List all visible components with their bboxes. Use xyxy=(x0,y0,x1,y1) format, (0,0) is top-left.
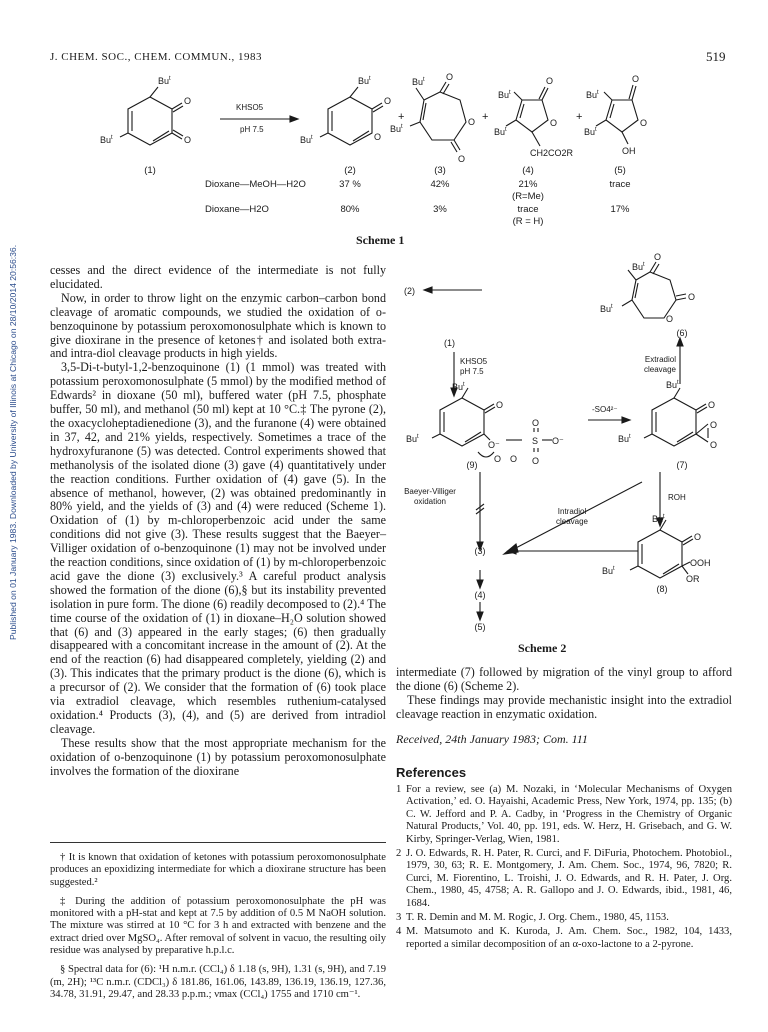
reference-item xyxy=(396,784,732,846)
reference-text: T. R. Demin and M. M. Rogic, J. Org. Chem., 1980, 45, 1153. xyxy=(406,912,669,924)
scheme-1-figure xyxy=(100,70,670,245)
scheme1-compound-label-4: (4) xyxy=(522,165,534,176)
compound-1-oxygen-b: O xyxy=(184,135,192,145)
minus-sulfate: -SO4²⁻ xyxy=(592,405,618,414)
sulfate-oxygen-bottom: O xyxy=(532,456,540,466)
compound-3-oxygen-b: O xyxy=(458,154,466,164)
intradiol-label-2: cleavage xyxy=(555,517,589,526)
references-list xyxy=(396,784,732,953)
footnote-section: § Spectral data for (6): ¹H n.m.r. (CCl₄) δ 1.18 (s, 9H), 1.31 (s, 9H), and 7.19 (m, 2H); ¹³C n.m.r. (CDCl₃) δ 181.86, 161.06, 143.89, 136.19, 136.19, 127.36, 34.78, 31.91, 29.47, and 28.33 p.p.m.; νmax (CCl₄) 1755 and 1710 cm⁻¹. xyxy=(50,964,386,1000)
compound-8-oxygen: O xyxy=(694,532,702,542)
compound-2-oxygen: O xyxy=(384,96,392,106)
reference-number: 2 xyxy=(396,848,402,860)
compound-3-structure xyxy=(410,82,466,152)
scheme2-compound-8: (8) xyxy=(656,584,668,594)
scheme2-compound-4: (4) xyxy=(474,590,486,600)
paragraph-continuation: cesses and the direct evidence of the intermediate is not fully elucidated. xyxy=(50,263,386,291)
plus-1: + xyxy=(398,111,405,123)
compound-7-epoxide-oxygen-1: O xyxy=(710,420,718,430)
running-head: J. CHEM. SOC., CHEM. COMMUN., 1983 xyxy=(50,51,262,63)
roh-label: ROH xyxy=(668,493,686,502)
scheme2-compound-1: (1) xyxy=(444,338,455,348)
compound-7-tbu: Bu$^t$ xyxy=(666,380,679,390)
scheme1-compound-label-3: (3) xyxy=(434,165,446,176)
scheme1-ph: pH 7.5 xyxy=(240,125,264,134)
reference-text: For a review, see (a) M. Nozaki, in ‘Molecular Mechanisms of Oxygen Activation,’ ed. O. Hayaishi, Academic Press, New York, 1974, pp. 135; (b) C. W. Jefford and P. A. Cadby, in ‘Progress in the Chemistry of Organic Natural Products,’ Vol. 40, pp. 191, eds. W. Herz, H. Grisebach, and G. W. Kirby, Springer-Verlag, Wien, 1981. xyxy=(406,784,732,845)
compound-7-tbu-left: Bu$^t$ xyxy=(618,434,631,444)
footnote-double-dagger: ‡ During the addition of potassium peroxomonosulphate the pH was monitored with a pH-stat and kept at 7.5 by addition of 0.5 M NaOH solution. The mixture was stirred at 10 °C for 3 h and extracted with benzene and the extract dried over MgSO₄. After removal of solvent in vacuo, the resulting oily residue was analysed by preparative h.p.l.c. xyxy=(50,895,386,957)
paragraph-conclusion-2: These findings may provide mechanistic insight into the extradiol cleavage reaction in enzymatic oxidation. xyxy=(396,692,732,721)
compound-6-oxygen: O xyxy=(654,252,662,262)
sulfur-atom: S xyxy=(532,436,539,446)
reference-text: M. Matsumoto and K. Kuroda, J. Am. Chem. Soc., 1982, 104, 1433, reported a similar decomposition of an α-oxo-lactone to a 2-pyrone. xyxy=(406,926,732,950)
compound-4-ring-oxygen: O xyxy=(550,118,558,128)
scheme1-row2-yield4: trace xyxy=(517,204,539,215)
scheme2-compound-3: (3) xyxy=(474,546,486,556)
compound-1-tbu-left: Bu$^t$ xyxy=(100,135,113,145)
extradiol-label: Extradiol xyxy=(644,355,676,364)
compound-3-oxygen-a: O xyxy=(446,72,454,82)
compound-7-oxygen: O xyxy=(708,400,716,410)
scheme2-ph: pH 7.5 xyxy=(460,367,484,376)
compound-5-oxygen: O xyxy=(632,74,640,84)
footnotes xyxy=(50,852,386,1008)
compound-5-tbu-top: Bu$^t$ xyxy=(586,90,599,100)
compound-2-ring-oxygen: O xyxy=(374,132,382,142)
scheme1-row2-solvent: Dioxane—H2O xyxy=(205,204,269,215)
right-column-body xyxy=(396,666,732,722)
scheme1-row1-yield3: 42% xyxy=(430,179,450,190)
received-date: Received, 24th January 1983; Com. 111 xyxy=(396,732,588,746)
scheme-2-caption: Scheme 2 xyxy=(518,641,567,655)
reference-text: J. O. Edwards, R. H. Pater, R. Curci, and F. DiFuria, Photochem. Photobiol., 1979, 30, 63; R. E. Montgomery, J. Am. Chem. Soc., 1974, 96, 7820; R. Curci, M. Fiorentino, L. Troishi, J. O. Edwards, and R. H. Pater, J. Org. Chem., 1980, 45, 4758; A. R. Gallopo and J. O. Edwards, ibid., 1981, 46, 1684. xyxy=(406,848,732,909)
reference-number: 3 xyxy=(396,912,402,924)
reference-item xyxy=(396,848,732,910)
compound-3-ring-oxygen: O xyxy=(468,117,476,127)
paragraph-experiment: 3,5-Di-t-butyl-1,2-benzoquinone (1) (1 mmol) was treated with potassium peroxomonosulphate (5 mmol) by the modified method of Edwards² in dioxane (50 ml), buffered water (pH 7.5, phosphate buffer, 50 ml), and methanol (50 ml) kept at 10 °C.‡ The pyrone (2), the oxacycloheptadienedione (3), and the furanone (4) were obtained in 37, 42, and 21% yields, respectively. Sometimes a trace of the hydroxyfuranone (5) was detected. Control experiments showed that methanolysis of the isolated dione (3) gave (4) quantitatively under the reaction conditions. Further oxidation of (4) gave (5). In the absence of methanol, however, (2) was obtained predominantly in 80% yield, and the yields of (3) and (4) were reduced (Scheme 1). Oxidation of (1) by m-chloroperbenzoic acid under the same conditions did not give (3). These results suggest that the Baeyer–Villiger oxidation of o-benzoquinone (1) may not be involved under the reaction conditions, since oxidation of (1) by m-chloroperbenzoic acid gave the dione (3) exclusively.³ A careful product analysis showed the formation of the dione (6),§ but its instability prevented isolation in pure form. The dione (6) readily decomposed to (2).⁴ The time course of the oxidation of (1) in dioxane–H₂O solution showed that (6) and (3) appeared in the early stages; (6) then gradually disappeared with a concomitant increase in the amount of (2). At the end of the reaction (6) had disappeared completely, yielding (2) and (3). This indicates that the primary product is the dione (6), which is a precursor of (2). We consider that the formation of (6) took place via extradiol cleavage, which resembles ruthenium-catalysed oxidation.⁴ Products (3), (4), and (5) are derived from intradiol cleavage. xyxy=(50,360,386,736)
scheme1-row1-yield5: trace xyxy=(609,179,631,190)
reference-number: 4 xyxy=(396,926,402,938)
scheme2-reagent: KHSO5 xyxy=(460,357,488,366)
scheme1-row1-note: (R=Me) xyxy=(512,191,544,202)
compound-3-tbu-top: Bu$^t$ xyxy=(412,77,425,87)
compound-1-tbu-top: Bu$^t$ xyxy=(158,76,171,86)
scheme2-compound-5: (5) xyxy=(474,622,486,632)
compound-8-ooh: OOH xyxy=(690,558,711,568)
scheme1-row2-yield5: 17% xyxy=(610,204,630,215)
scheme2-compound-2: (2) xyxy=(404,286,415,296)
scheme1-row2-yield3: 3% xyxy=(433,204,447,215)
scheme1-row2-note: (R = H) xyxy=(512,216,544,227)
extradiol-label-2: cleavage xyxy=(643,365,676,374)
paragraph-mechanism: These results show that the most appropriate mechanism for the oxidation of o-benzoquinone (1) by potassium peroxomonosulphate involves the formation of the dioxirane xyxy=(50,735,386,778)
compound-5-hydroxyl: OH xyxy=(622,146,636,156)
scheme1-row1-yield2: 37 % xyxy=(339,179,361,190)
compound-4-structure xyxy=(506,87,548,146)
compound-1-oxygen-a: O xyxy=(184,96,192,106)
baeyer-villiger-label: Baeyer-Villiger xyxy=(404,487,456,496)
compound-8-or: OR xyxy=(686,574,700,584)
compound-9-oxygen: O xyxy=(496,400,504,410)
page-number: 519 xyxy=(706,49,726,64)
compound-8-tbu: Bu$^t$ xyxy=(652,514,665,524)
compound-1-structure xyxy=(120,87,183,145)
compound-6-ring-oxygen: O xyxy=(666,314,674,324)
compound-9-tbu-left: Bu$^t$ xyxy=(406,434,419,444)
baeyer-villiger-label-2: oxidation xyxy=(413,497,447,506)
compound-2-tbu-top: Bu$^t$ xyxy=(358,76,371,86)
compound-4-oxygen: O xyxy=(546,76,554,86)
scheme2-compound-6: (6) xyxy=(676,328,688,338)
peroxide-oxygen-1: O xyxy=(494,454,502,464)
compound-9-tbu: Bu$^t$ xyxy=(452,382,465,392)
compound-8-structure xyxy=(630,520,693,578)
scheme1-row2-yield2: 80% xyxy=(340,204,360,215)
plus-2: + xyxy=(482,111,489,123)
compound-7-structure xyxy=(644,388,708,446)
reference-item xyxy=(396,926,732,951)
scheme2-compound-7: (7) xyxy=(676,460,688,470)
scheme-2-figure xyxy=(392,252,728,652)
compound-9-oxide: O⁻ xyxy=(488,440,500,450)
references-heading: References xyxy=(396,765,467,780)
scheme1-row1-solvent: Dioxane—MeOH—H2O xyxy=(205,179,306,190)
sulfate-oxygen-top: O xyxy=(532,418,540,428)
scheme1-row1-yield4: 21% xyxy=(518,179,538,190)
peroxide-oxygen-2: O xyxy=(510,454,518,464)
compound-4-tbu-left: Bu$^t$ xyxy=(494,127,507,137)
scheme-1-caption: Scheme 1 xyxy=(356,233,405,247)
compound-3-tbu-left: Bu$^t$ xyxy=(390,124,403,134)
compound-5-ring-oxygen: O xyxy=(640,118,648,128)
reference-item xyxy=(396,912,732,924)
download-stamp: Published on 01 January 1983. Downloaded by University of Illinois at Chicago on 28/10/2014 20:56:36. xyxy=(8,244,18,640)
compound-4-side-chain: CH2CO2R xyxy=(530,148,574,158)
paragraph-conclusion-1: intermediate (7) followed by migration of the vinyl group to afford the dione (6) (Scheme 2). xyxy=(396,665,732,693)
sulfate-oxide: O⁻ xyxy=(552,436,564,446)
plus-3: + xyxy=(576,111,583,123)
compound-5-tbu-left: Bu$^t$ xyxy=(584,127,597,137)
scheme1-compound-label-2: (2) xyxy=(344,165,356,176)
footnote-dagger: † It is known that oxidation of ketones with potassium peroxomonosulphate produces an epoxidizing intermediate for which a dioxirane structure has been suggested.² xyxy=(50,852,386,888)
compound-4-tbu-top: Bu$^t$ xyxy=(498,90,511,100)
left-column-body xyxy=(50,264,386,779)
compound-7-epoxide-oxygen-2: O xyxy=(710,440,718,450)
intradiol-label: Intradiol xyxy=(557,507,587,516)
compound-6-tbu-top: Bu$^t$ xyxy=(632,262,645,272)
compound-2-tbu-left: Bu$^t$ xyxy=(300,135,313,145)
compound-8-tbu-left: Bu$^t$ xyxy=(602,566,615,576)
scheme1-compound-label-1: (1) xyxy=(144,165,156,176)
footnote-rule xyxy=(50,842,386,843)
compound-6-oxygen-b: O xyxy=(688,292,696,302)
scheme1-reagent: KHSO5 xyxy=(236,103,264,112)
reference-number: 1 xyxy=(396,784,402,795)
compound-5-structure xyxy=(596,85,638,144)
scheme1-compound-label-5: (5) xyxy=(614,165,626,176)
scheme2-compound-9: (9) xyxy=(466,460,478,470)
compound-6-tbu-left: Bu$^t$ xyxy=(600,304,613,314)
paragraph-intro: Now, in order to throw light on the enzymic carbon–carbon bond cleavage of aromatic compounds, we studied the oxidation of o-benzoquinone by potassium peroxomonosulphate which is known to give dioxirane in the presence of ketones† and isolated both extra- and intra-diol cleavage products in high yields. xyxy=(50,290,386,361)
